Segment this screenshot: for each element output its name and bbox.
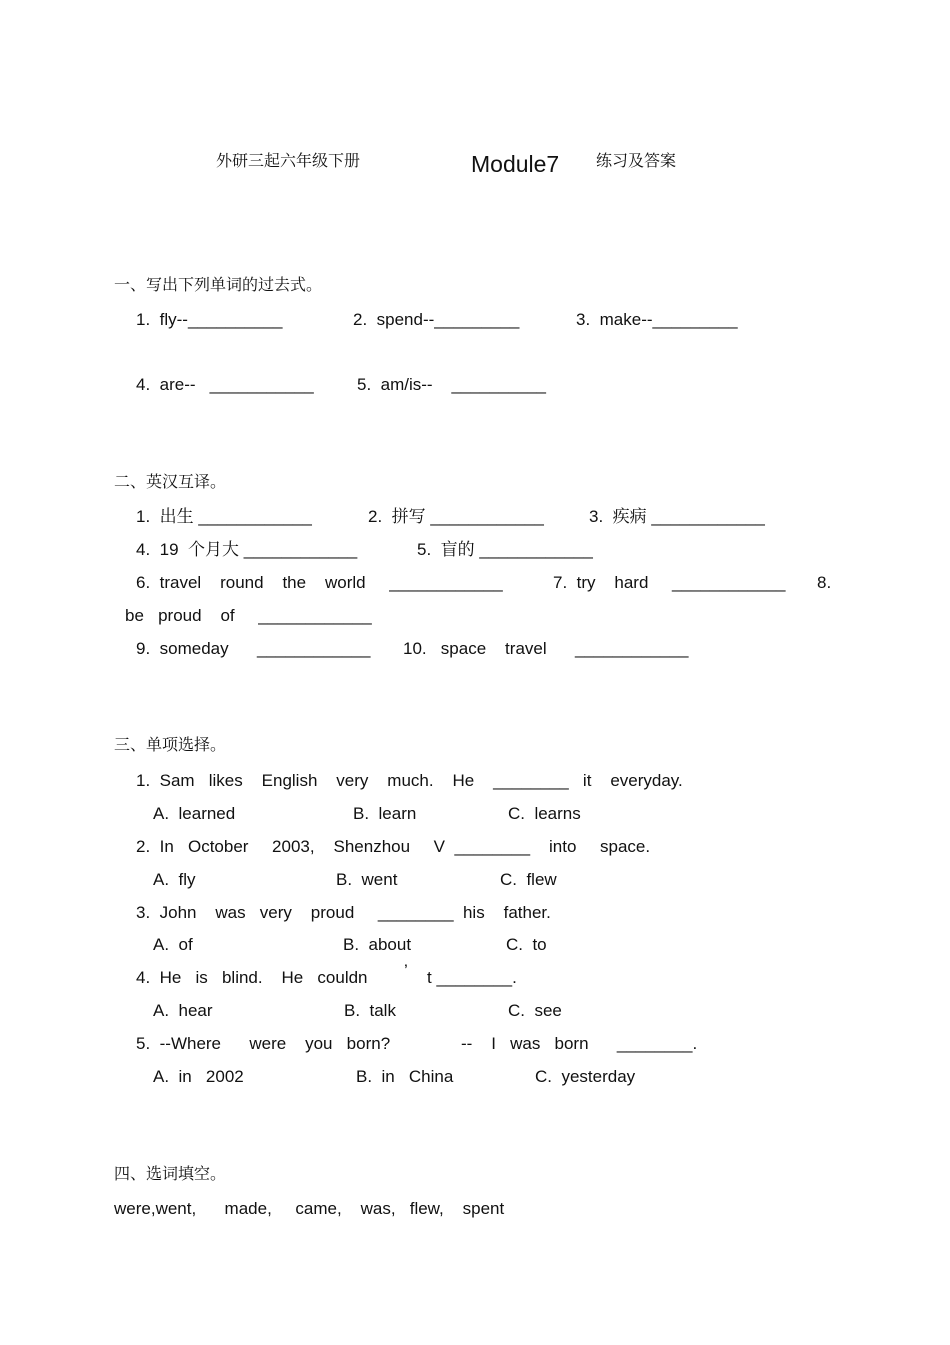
q5-stem-end: -- I was born ________. [461,1034,698,1053]
s2-item-1: 1. 出生 ____________ [136,507,312,526]
q3-option-b: B. about [343,935,412,954]
s2-item-8: be proud of ____________ [125,606,372,625]
title-module: Module7 [471,151,560,177]
s2-item-6: 6. travel round the world ____________ [136,573,503,592]
s2-item-3: 3. 疾病 ____________ [589,507,765,526]
s1-item-3: 3. make--_________ [576,310,738,329]
q2-option-c: C. flew [500,870,557,889]
s2-item-4: 4. 19 个月大 ____________ [136,540,358,559]
q1-option-b: B. learn [353,804,417,823]
q1-stem: 1. Sam likes English very much. He ________ it everyday. [136,771,683,790]
section2-heading: 二、英汉互译。 [114,472,227,491]
section4-heading: 四、选词填空。 [114,1164,227,1183]
q3-option-c: C. to [506,935,547,954]
q2-option-a: A. fly [153,870,196,889]
q4-stem: 4. He is blind. He couldn [136,968,368,987]
s1-item-2: 2. spend--_________ [353,310,520,329]
q2-option-b: B. went [336,870,398,889]
q1-option-a: A. learned [153,804,236,823]
q1-option-c: C. learns [508,804,581,823]
s1-item-4: 4. are-- ___________ [136,375,314,394]
s2-item-2: 2. 拼写 ____________ [368,507,544,526]
q4-apostrophe: ’ [404,961,408,980]
s2-item-9: 9. someday ____________ [136,639,371,658]
s2-item-7: 7. try hard ____________ [553,573,786,592]
title-chinese: 外研三起六年级下册 [216,151,361,170]
s1-item-5: 5. am/is-- __________ [357,375,547,394]
q2-stem: 2. In October 2003, Shenzhou V ________ into space. [136,837,651,856]
q4-stem-end: t ________. [427,968,517,987]
q4-option-a: A. hear [153,1001,213,1020]
q3-stem: 3. John was very proud ________ his father. [136,903,551,922]
section3-heading: 三、单项选择。 [114,735,227,754]
s2-item-10: 10. space travel ____________ [403,639,689,658]
q4-option-c: C. see [508,1001,562,1020]
q5-option-a: A. in 2002 [153,1067,244,1086]
q5-option-c: C. yesterday [535,1067,636,1086]
q3-option-a: A. of [153,935,193,954]
s2-item-8-number: 8. [817,573,832,592]
q4-option-b: B. talk [344,1001,396,1020]
s1-item-1: 1. fly--__________ [136,310,283,329]
q5-stem: 5. --Where were you born? [136,1034,391,1053]
q5-option-b: B. in China [356,1067,454,1086]
s2-item-5: 5. 盲的 ____________ [417,540,593,559]
s4-word-bank: were,went, made, came, was, flew, spent [114,1199,505,1218]
section1-heading: 一、写出下列单词的过去式。 [114,275,323,294]
title-suffix: 练习及答案 [596,151,677,170]
